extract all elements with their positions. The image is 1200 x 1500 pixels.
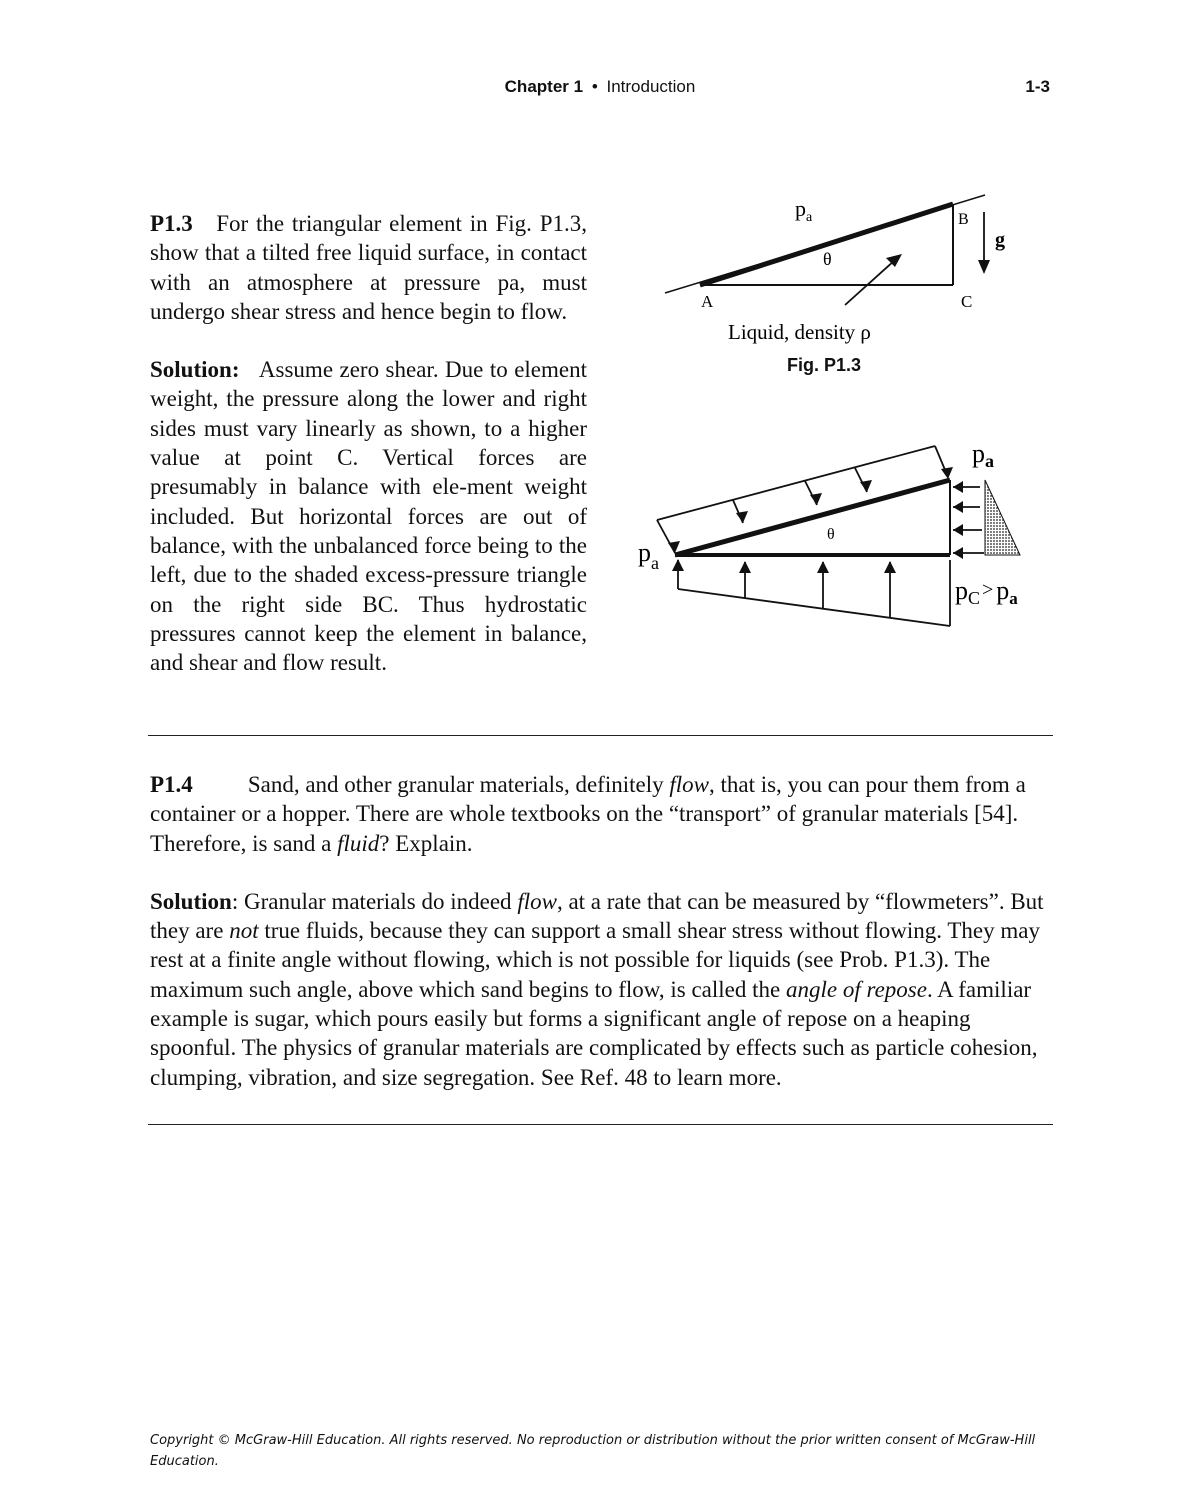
solution-text: Assume zero shear. Due to element weight, the pressure along the lower and right sides must vary linearly as shown, to a higher value at point C. Vertical forces are presumably in balance with ele-ment weight included. But horizontal forces are out of balance, with the unbalanced force being to the left, due to the shaded excess-pressure triangle on the right side BC. Thus hydrostatic pressures cannot keep the element in balance, and shear and flow result. [150,357,588,676]
solution-text: , at a rate that can be measured by “flowmeters”. But they are [150,888,1044,944]
fig1-point-b: B [958,211,969,228]
solution-text: . A familiar example is sugar, which pours easily but forms a significant angle of repose on a heaping spoonful. The physics of granular materials are complicated by effects such as particle cohesion, clumping, vibration, and size segregation. See Ref. 48 to learn more. [150,976,1038,1090]
emphasis-not: not [229,918,259,944]
figure-p1-3-pressure-distribution [630,435,1040,630]
problem-1-4 [150,770,1062,1092]
problem-1-3-statement [150,209,587,326]
fig1-theta: θ [823,249,832,269]
emphasis-angle-of-repose: angle of repose [785,976,927,1002]
chapter-label: Chapter 1 [504,77,584,96]
fig1-pa-label: $p_a$ [795,196,813,225]
solution-text: : Granular materials do indeed [231,888,518,914]
page-number: 1-3 [1025,77,1050,96]
figure-p1-3-element [655,190,1035,350]
fig1-g: g [995,229,1005,251]
emphasis-flow: flow [669,772,709,797]
problem-1-4-statement [150,770,1062,858]
figure-caption: Fig. P1.3 [787,355,862,375]
fig2-pc-label: pC > pa [955,576,1018,608]
fig1-point-a: A [701,292,714,311]
fig1-liquid-label: Liquid, density ρ [728,320,871,344]
end-rule [148,1124,1053,1125]
solution-label: Solution [150,888,232,914]
excess-pressure-triangle [985,480,1020,555]
problem-text: Sand, and other granular materials, definitely [247,772,670,797]
problem-text: ? Explain. [379,830,473,856]
problem-1-3 [150,209,587,677]
fig2-theta: θ [827,526,835,543]
fig1-point-c: C [961,292,973,311]
section-divider [148,735,1053,736]
bullet: • [591,77,598,96]
fig2-pa-left: $p_a$ [638,538,659,573]
solution-label: Solution: [150,357,240,383]
solution-text: true fluids, because they can support a small shear stress without flowing. They may rest at a finite angle without flowing, which is not possible for liquids (see Prob. P1.3). The maximum such angle, above which sand begins to flow, is called the [150,918,1040,1002]
gravity-arrow-icon [978,260,990,274]
problem-label: P1.4 [150,772,193,797]
emphasis-flow: flow [517,888,557,914]
running-head [0,77,1200,97]
problem-label: P1.3 [150,211,193,236]
problem-1-4-solution [150,887,1062,1092]
copyright-notice: Copyright © McGraw-Hill Education. All rights reserved. No reproduction or distribution without the prior written consent of McGraw-Hill Education. [150,1433,1036,1469]
section-label: Introduction [606,77,696,96]
emphasis-fluid: fluid [337,830,380,856]
problem-1-3-solution [150,355,587,677]
problem-text: , that is, you can pour them from a container or a hopper. There are whole textbooks on the “transport” of granular materials [54]. Therefore, is sand a [150,772,1026,856]
fig2-pa-top: pa [972,439,994,471]
problem-text: For the triangular element in Fig. P1.3, show that a tilted free liquid surface, in contact with an atmosphere at pressure pa, must undergo shear stress and hence begin to flow. [150,211,587,324]
